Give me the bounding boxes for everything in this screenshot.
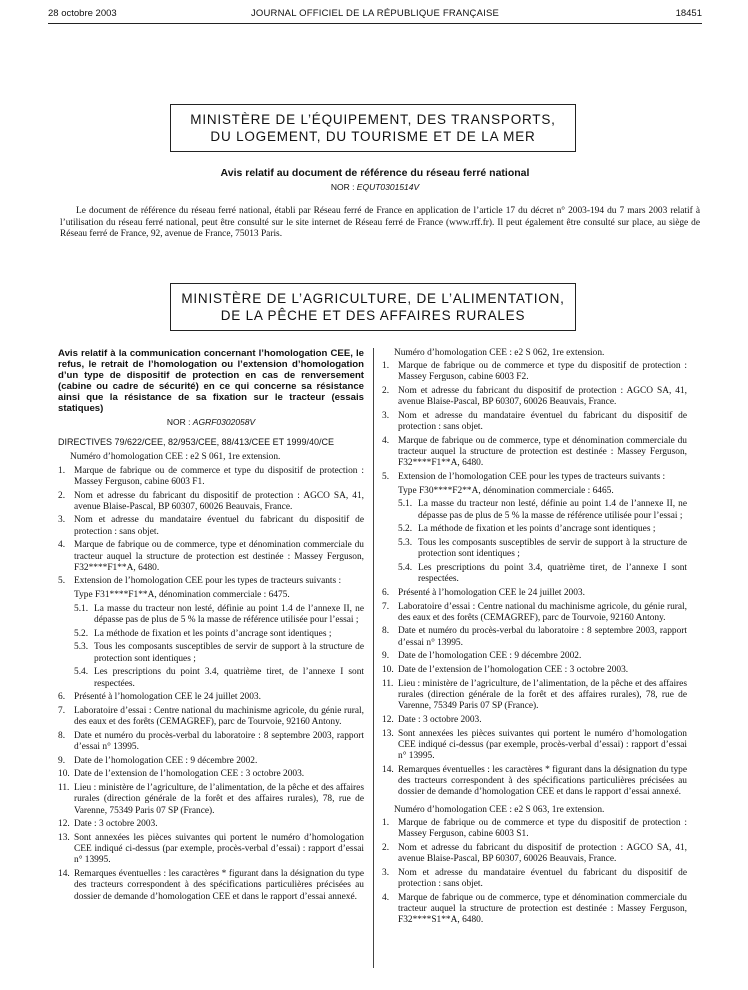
ministry-box-agriculture [170, 283, 576, 331]
sub-item: 5.4. Les prescriptions du point 3.4, quatrième tiret, de l’annexe I sont respectées. [398, 562, 687, 585]
list-item: 3. Nom et adresse du mandataire éventuel du fabricant du dispositif de protection : sans objet. [382, 867, 687, 890]
list-item: 5. Extension de l’homologation CEE pour les types de tracteurs suivants : [382, 472, 666, 483]
directives-line: DIRECTIVES 79/622/CEE, 82/953/CEE, 88/413/CEE ET 1999/40/CE [58, 437, 334, 448]
sub-item: 5.3. Tous les composants susceptibles de servir de support à la structure de protection sont identiques ; [74, 642, 364, 664]
ministry-box-equipement [170, 104, 576, 152]
page-number: 18451 [675, 8, 702, 19]
list-item: 10. Date de l’extension de l’homologation CEE : 3 octobre 2003. [382, 665, 629, 676]
tractor-type-line: Type F30****F2**A, dénomination commerciale : 6465. [398, 485, 614, 496]
list-item: 10. Date de l’extension de l’homologation CEE : 3 octobre 2003. [58, 769, 305, 780]
list-item: 5. Extension de l’homologation CEE pour les types de tracteurs suivants : [58, 576, 342, 587]
list-item: 1. Marque de fabrique ou de commerce et type du dispositif de protection : Massey Ferguson, cabine 6003 F1. [58, 465, 364, 487]
list-item: 6. Présenté à l’homologation CEE le 24 juillet 2003. [382, 587, 585, 598]
list-item: 12. Date : 3 octobre 2003. [58, 819, 158, 830]
avis-title: Avis relatif au document de référence du réseau ferré national [220, 167, 530, 179]
list-item: 2. Nom et adresse du fabricant du dispositif de protection : AGCO SA, 41, avenue Blaise-Pascal, BP 60307, 60026 Beauvais, France. [58, 490, 364, 512]
page-header [48, 8, 702, 22]
list-item: 11. Lieu : ministère de l’agriculture, de l’alimentation, de la pêche et des affaires rurales (direction générale de la forêt et des affaires rurales), 78, rue de Varenne, 75349 Paris 07 SP (France). [58, 783, 364, 816]
sub-item: 5.3. Tous les composants susceptibles de servir de support à la structure de protection sont identiques ; [398, 538, 687, 560]
avis-title: Avis relatif à la communication concernant l’homologation CEE, le refus, le retrait de l’homologation ou l’extension d’homologation d’un type de dispositif de protection en cas de renversement (cabine ou cadre de sécurité) en ce qui concerne sa résistance ainsi que la résistance de sa fixation sur le tracteur (essais statiques) [58, 348, 364, 414]
list-item: 4. Marque de fabrique ou de commerce, type et dénomination commerciale du tracteur auquel la structure de protection est destinée : Massey Ferguson, F32****F1**A, 6480. [382, 435, 687, 469]
list-item: 13. Sont annexées les pièces suivantes qui portent le numéro d’homologation CEE indiqué ci-dessus (par exemple, procès-verbal d’essai) : rapport d’essai n° 13995. [382, 728, 687, 761]
homologation-number: Numéro d’homologation CEE : e2 S 063, 1re extension. [394, 804, 605, 815]
avis-heading [48, 167, 702, 192]
list-item: 2. Nom et adresse du fabricant du dispositif de protection : AGCO SA, 41, avenue Blaise-Pascal, BP 60307, 60026 Beauvais, France. [382, 842, 687, 865]
ministry-line: MINISTÈRE DE L’AGRICULTURE, DE L’ALIMENTATION, [181, 291, 565, 306]
issue-date: 28 octobre 2003 [48, 8, 117, 19]
list-item: 13. Sont annexées les pièces suivantes qui portent le numéro d’homologation CEE indiqué ci-dessus (par exemple, procès-verbal d’essai) : rapport d’essai n° 13995. [58, 833, 364, 866]
sub-item: 5.1. La masse du tracteur non lesté, définie au point 1.4 de l’annexe II, ne dépasse pas de plus de 5 % la masse de référence utilisée pour l’essai ; [398, 499, 687, 521]
avis-paragraph: Le document de référence du réseau ferré national, établi par Réseau ferré de France en application de l’article 17 du décret n° 2003-194 du 7 mars 2003 relatif à l’utilisation du réseau ferré national, peut être consulté sur le site internet de Réseau ferré de France (www.rff.fr). Il peut également être consulté sur place, au siège de Réseau ferré de France, 92, avenue de France, 75013 Paris. [60, 206, 700, 239]
homologation-number: Numéro d’homologation CEE : e2 S 061, 1re extension. [70, 452, 281, 463]
list-item: 4. Marque de fabrique ou de commerce, type et dénomination commerciale du tracteur auquel la structure de protection est destinée : Massey Ferguson, F32****S1**A, 6480. [382, 892, 687, 926]
list-item: 3. Nom et adresse du mandataire éventuel du fabricant du dispositif de protection : sans objet. [382, 411, 687, 433]
list-item: 9. Date de l’homologation CEE : 9 décembre 2002. [58, 755, 258, 766]
list-item: 3. Nom et adresse du mandataire éventuel du fabricant du dispositif de protection : sans objet. [58, 515, 364, 537]
list-item: 14. Remarques éventuelles : les caractères * figurant dans la désignation du type des tracteurs correspondent à des spécifications particulières précisées au dossier de demande d’homologation CEE et dans le rapport d’essai annexé. [58, 869, 364, 902]
ministry-line: DU LOGEMENT, DU TOURISME ET DE LA MER [210, 129, 536, 144]
list-item: 14. Remarques éventuelles : les caractères * figurant dans la désignation du type des tracteurs correspondent à des spécifications particulières précisées au dossier de demande d’homologation CEE et dans le rapport d’essai annexé. [382, 764, 687, 798]
list-item: 2. Nom et adresse du fabricant du dispositif de protection : AGCO SA, 41, avenue Blaise-Pascal, BP 60307, 60026 Beauvais, France. [382, 386, 687, 408]
ministry-line: MINISTÈRE DE L’ÉQUIPEMENT, DES TRANSPORTS, [190, 112, 556, 127]
sub-item: 5.4. Les prescriptions du point 3.4, quatrième tiret, de l’annexe I sont respectées. [74, 667, 364, 689]
tractor-type-line: Type F31****F1**A, dénomination commerciale : 6475. [74, 590, 290, 601]
sub-item: 5.1. La masse du tracteur non lesté, définie au point 1.4 de l’annexe II, ne dépasse pas de plus de 5 % la masse de référence utilisée pour l’essai ; [74, 603, 364, 626]
list-item: 1. Marque de fabrique ou de commerce et type du dispositif de protection : Massey Ferguson, cabine 6003 S1. [382, 818, 687, 840]
list-item: 8. Date et numéro du procès-verbal du laboratoire : 8 septembre 2003, rapport d’essai n° 13995. [58, 730, 364, 753]
sub-item: 5.2. La méthode de fixation et les points d’ancrage sont identiques ; [398, 524, 656, 535]
nor-reference: NOR : AGRF0302058V [166, 417, 256, 427]
nor-reference: NOR : EQUT0301514V [330, 182, 420, 192]
list-item: 4. Marque de fabrique ou de commerce, type et dénomination commerciale du tracteur auquel la structure de protection est destinée : Massey Ferguson, F32****F1**A, 6480. [58, 540, 364, 573]
sub-item: 5.2. La méthode de fixation et les points d’ancrage sont identiques ; [74, 628, 332, 639]
right-column [382, 348, 687, 929]
list-item: 12. Date : 3 octobre 2003. [382, 714, 482, 725]
ministry-line: DE LA PÊCHE ET DES AFFAIRES RURALES [220, 308, 526, 323]
homologation-number: Numéro d’homologation CEE : e2 S 062, 1re extension. [394, 348, 605, 358]
left-column [58, 348, 364, 905]
header-rule [48, 23, 702, 24]
list-item: 11. Lieu : ministère de l’agriculture, de l’alimentation, de la pêche et des affaires rurales (direction générale de la forêt et des affaires rurales), 78, rue de Varenne, 75349 Paris 07 SP (France). [382, 678, 687, 712]
column-separator [373, 348, 374, 968]
list-item: 1. Marque de fabrique ou de commerce et type du dispositif de protection : Massey Ferguson, cabine 6003 F2. [382, 361, 687, 383]
list-item: 7. Laboratoire d’essai : Centre national du machinisme agricole, du génie rural, des eaux et des forêts (CEMAGREF), parc de Tourvoie, 92160 Antony. [382, 601, 687, 623]
list-item: 7. Laboratoire d’essai : Centre national du machinisme agricole, du génie rural, des eaux et des forêts (CEMAGREF), parc de Tourvoie, 92160 Antony. [58, 705, 364, 728]
list-item: 9. Date de l’homologation CEE : 9 décembre 2002. [382, 651, 582, 662]
list-item: 8. Date et numéro du procès-verbal du laboratoire : 8 septembre 2003, rapport d’essai n° 13995. [382, 626, 687, 648]
list-item: 6. Présenté à l’homologation CEE le 24 juillet 2003. [58, 692, 261, 703]
journal-title: JOURNAL OFFICIEL DE LA RÉPUBLIQUE FRANÇAISE [250, 8, 500, 19]
avis-body [60, 206, 700, 241]
